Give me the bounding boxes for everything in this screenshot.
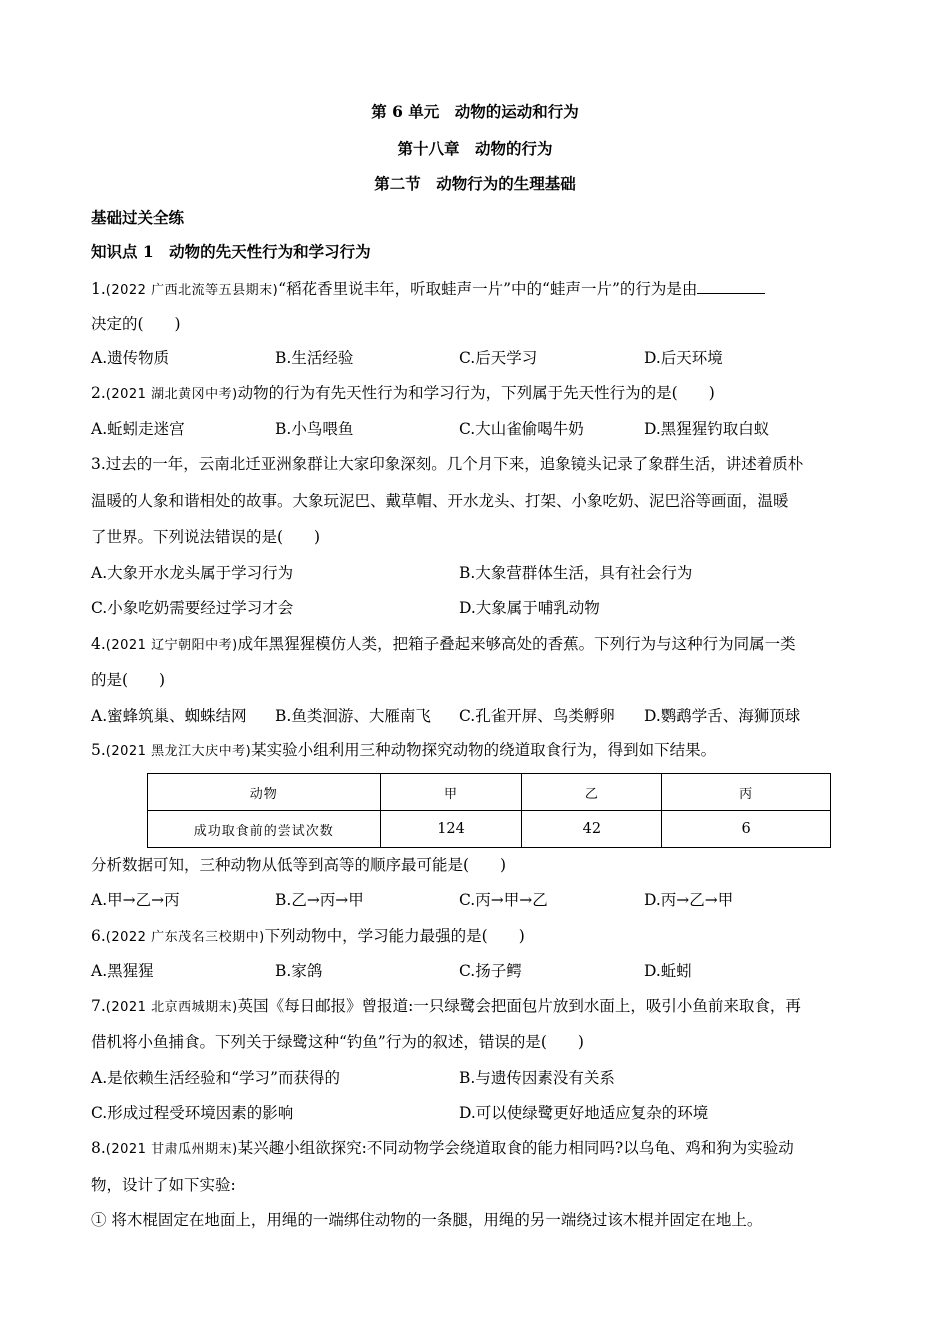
q5-option-a[interactable]: A.甲→乙→丙 bbox=[91, 891, 180, 909]
q2-option-d[interactable]: D.黑猩猩钓取白蚁 bbox=[644, 420, 770, 438]
question-8-step-1: ① 将木棍固定在地面上，用绳的一端绑住动物的一条腿，用绳的另一端绕过该木棍并固定在地上。 bbox=[91, 1211, 763, 1229]
section-title: 第二节 动物行为的生理基础 bbox=[374, 174, 576, 193]
table-cell: 42 bbox=[522, 811, 662, 848]
q3-option-a[interactable]: A.大象开水龙头属于学习行为 bbox=[91, 564, 294, 582]
q7-option-a[interactable]: A.是依赖生活经验和“学习”而获得的 bbox=[91, 1069, 340, 1087]
q2-option-b[interactable]: B.小鸟喂鱼 bbox=[275, 420, 354, 438]
q1-option-a[interactable]: A.遗传物质 bbox=[91, 349, 170, 367]
q7-option-c[interactable]: C.形成过程受环境因素的影响 bbox=[91, 1104, 294, 1122]
question-source: (2022 广东茂名三校期中) bbox=[105, 930, 265, 945]
answer-blank[interactable] bbox=[697, 278, 765, 294]
q7-option-b[interactable]: B.与遗传因素没有关系 bbox=[459, 1069, 615, 1087]
q1-option-b[interactable]: B.生活经验 bbox=[275, 349, 354, 367]
question-source: (2021 辽宁朝阳中考) bbox=[105, 638, 238, 653]
q4-option-a[interactable]: A.蜜蜂筑巢、蜘蛛结网 bbox=[91, 707, 247, 725]
q6-option-b[interactable]: B.家鸽 bbox=[275, 962, 323, 980]
results-table bbox=[147, 773, 831, 848]
table-cell: 6 bbox=[662, 811, 831, 848]
question-source: (2021 黑龙江大庆中考) bbox=[105, 744, 252, 759]
question-source: (2022 广西北流等五县期末) bbox=[105, 283, 279, 298]
question-1-cont: 决定的( ) bbox=[91, 315, 181, 333]
question-source: (2021 甘肃瓜州期末) bbox=[105, 1142, 238, 1157]
table-header-cell: 甲 bbox=[380, 774, 522, 811]
question-6: 6.(2022 广东茂名三校期中)下列动物中，学习能力最强的是( ) bbox=[91, 927, 525, 945]
chapter-title: 第十八章 动物的行为 bbox=[397, 139, 553, 158]
q4-option-b[interactable]: B.鱼类洄游、大雁南飞 bbox=[275, 707, 431, 725]
q5-option-c[interactable]: C.丙→甲→乙 bbox=[459, 891, 548, 909]
q3-option-b[interactable]: B.大象营群体生活，具有社会行为 bbox=[459, 564, 693, 582]
q6-option-a[interactable]: A.黑猩猩 bbox=[91, 962, 154, 980]
question-3-line1: 3.过去的一年，云南北迁亚洲象群让大家印象深刻。几个月下来，追象镜头记录了象群生活，讲述着质朴 bbox=[91, 455, 804, 473]
question-4: 4.(2021 辽宁朝阳中考)成年黑猩猩模仿人类，把箱子叠起来够高处的香蕉。下列行为与这种行为同属一类 bbox=[91, 635, 796, 653]
q6-option-d[interactable]: D.蚯蚓 bbox=[644, 962, 692, 980]
question-7-cont: 借机将小鱼捕食。下列关于绿鹭这种“钓鱼”行为的叙述，错误的是( ) bbox=[91, 1033, 584, 1051]
question-5-cont: 分析数据可知，三种动物从低等到高等的顺序最可能是( ) bbox=[91, 856, 507, 874]
question-3-line2: 温暖的人象和谐相处的故事。大象玩泥巴、戴草帽、开水龙头、打架、小象吃奶、泥巴浴等画面，温暖 bbox=[91, 492, 789, 510]
question-8: 8.(2021 甘肃瓜州期末)某兴趣小组欲探究:不同动物学会绕道取食的能力相同吗?以乌龟、鸡和狗为实验动 bbox=[91, 1139, 794, 1157]
q5-option-b[interactable]: B.乙→丙→甲 bbox=[275, 891, 364, 909]
table-header-cell: 丙 bbox=[662, 774, 831, 811]
q3-option-c[interactable]: C.小象吃奶需要经过学习才会 bbox=[91, 599, 294, 617]
q1-option-c[interactable]: C.后天学习 bbox=[459, 349, 538, 367]
question-8-cont: 物，设计了如下实验: bbox=[91, 1176, 236, 1194]
table-header-cell: 动物 bbox=[148, 774, 381, 811]
question-2: 2.(2021 湖北黄冈中考)动物的行为有先天性行为和学习行为，下列属于先天性行为的是( ) bbox=[91, 384, 715, 402]
question-7: 7.(2021 北京西城期末)英国《每日邮报》曾报道:一只绿鹭会把面包片放到水面上，吸引小鱼前来取食，再 bbox=[91, 997, 801, 1015]
unit-title: 第 6 单元 动物的运动和行为 bbox=[371, 102, 579, 121]
q4-option-c[interactable]: C.孔雀开屏、鸟类孵卵 bbox=[459, 707, 615, 725]
q3-option-d[interactable]: D.大象属于哺乳动物 bbox=[459, 599, 600, 617]
question-3-line3: 了世界。下列说法错误的是( ) bbox=[91, 528, 321, 546]
table-header-cell: 乙 bbox=[522, 774, 662, 811]
q5-option-d[interactable]: D.丙→乙→甲 bbox=[644, 891, 734, 909]
table-row-label: 成功取食前的尝试次数 bbox=[148, 811, 381, 848]
table-cell: 124 bbox=[380, 811, 522, 848]
q2-option-c[interactable]: C.大山雀偷喝牛奶 bbox=[459, 420, 584, 438]
question-source: (2021 北京西城期末) bbox=[105, 1000, 238, 1015]
q7-option-d[interactable]: D.可以使绿鹭更好地适应复杂的环境 bbox=[459, 1104, 709, 1122]
question-1: 1.(2022 广西北流等五县期末)“稻花香里说丰年，听取蛙声一片”中的“蛙声一片”的行为是由 bbox=[91, 278, 765, 301]
question-source: (2021 湖北黄冈中考) bbox=[105, 387, 238, 402]
table-header-row bbox=[148, 774, 831, 811]
question-5: 5.(2021 黑龙江大庆中考)某实验小组利用三种动物探究动物的绕道取食行为，得到如下结果。 bbox=[91, 741, 717, 759]
table-row bbox=[148, 811, 831, 848]
knowledge-point-title: 知识点 1 动物的先天性行为和学习行为 bbox=[91, 242, 371, 261]
q2-option-a[interactable]: A.蚯蚓走迷宫 bbox=[91, 420, 185, 438]
q4-option-d[interactable]: D.鹦鹉学舌、海狮顶球 bbox=[644, 707, 801, 725]
practice-title: 基础过关全练 bbox=[91, 208, 185, 227]
question-4-cont: 的是( ) bbox=[91, 671, 166, 689]
q1-option-d[interactable]: D.后天环境 bbox=[644, 349, 723, 367]
q6-option-c[interactable]: C.扬子鳄 bbox=[459, 962, 522, 980]
